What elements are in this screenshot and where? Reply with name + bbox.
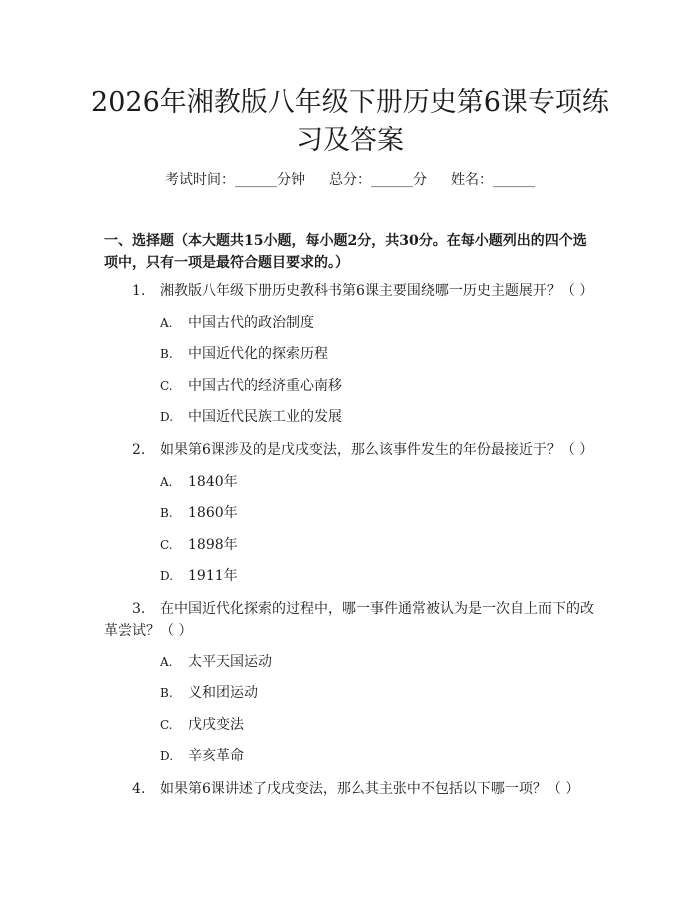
- exam-meta-line: [0, 170, 700, 190]
- option-letter: C.: [160, 718, 173, 732]
- option-text: 义和团运动: [188, 685, 258, 701]
- option-letter: A.: [160, 316, 173, 330]
- question-1: [132, 280, 600, 302]
- option-text: 太平天国运动: [188, 654, 272, 670]
- option-letter: B.: [160, 506, 173, 520]
- option-text: 1840年: [188, 474, 238, 490]
- option-text: 1911年: [188, 568, 238, 584]
- option-text: 中国古代的政治制度: [188, 315, 314, 331]
- option-text: 1898年: [188, 537, 238, 553]
- option-letter: D.: [160, 569, 174, 583]
- exam-time-field: 考试时间：______分钟: [165, 172, 305, 188]
- question-2: [132, 439, 600, 461]
- option-text: 戊戌变法: [188, 717, 244, 733]
- question-number: 1.: [132, 283, 146, 299]
- question-text: 如果第6课涉及的是戊戌变法，那么该事件发生的年份最接近于？（ ）: [160, 442, 594, 458]
- total-score-field: 总分：______分: [329, 172, 427, 188]
- page-title: 2026年湘教版八年级下册历史第6课专项练习及答案: [91, 87, 609, 156]
- question-number: 2.: [132, 442, 146, 458]
- option-letter: A.: [160, 655, 173, 669]
- option-letter: D.: [160, 749, 174, 763]
- option-letter: D.: [160, 410, 174, 424]
- option-text: 中国古代的经济重心南移: [188, 378, 342, 394]
- option-letter: B.: [160, 686, 173, 700]
- option-text: 辛亥革命: [188, 748, 244, 764]
- question-4: [132, 778, 600, 800]
- question-3: [104, 598, 600, 642]
- option-letter: A.: [160, 475, 173, 489]
- option-text: 1860年: [188, 505, 238, 521]
- question-number: 3.: [132, 601, 146, 617]
- option-letter: C.: [160, 538, 173, 552]
- student-name-field: 姓名：______: [451, 172, 535, 188]
- question-text: 在中国近代化探索的过程中，哪一事件通常被认为是一次自上而下的改革尝试？（ ）: [104, 601, 594, 639]
- option-text: 中国近代民族工业的发展: [188, 409, 342, 425]
- option-letter: B.: [160, 347, 173, 361]
- question-number: 4.: [132, 781, 146, 797]
- question-text: 湘教版八年级下册历史教科书第6课主要围绕哪一历史主题展开？（ ）: [160, 283, 594, 299]
- option-text: 中国近代化的探索历程: [188, 346, 328, 362]
- question-text: 如果第6课讲述了戊戌变法，那么其主张中不包括以下哪一项？（ ）: [160, 781, 580, 797]
- section-heading: 一、选择题（本大题共15小题，每小题2分，共30分。在每小题列出的四个选项中，只有一项是最符合题目要求的。）: [104, 233, 587, 271]
- option-letter: C.: [160, 379, 173, 393]
